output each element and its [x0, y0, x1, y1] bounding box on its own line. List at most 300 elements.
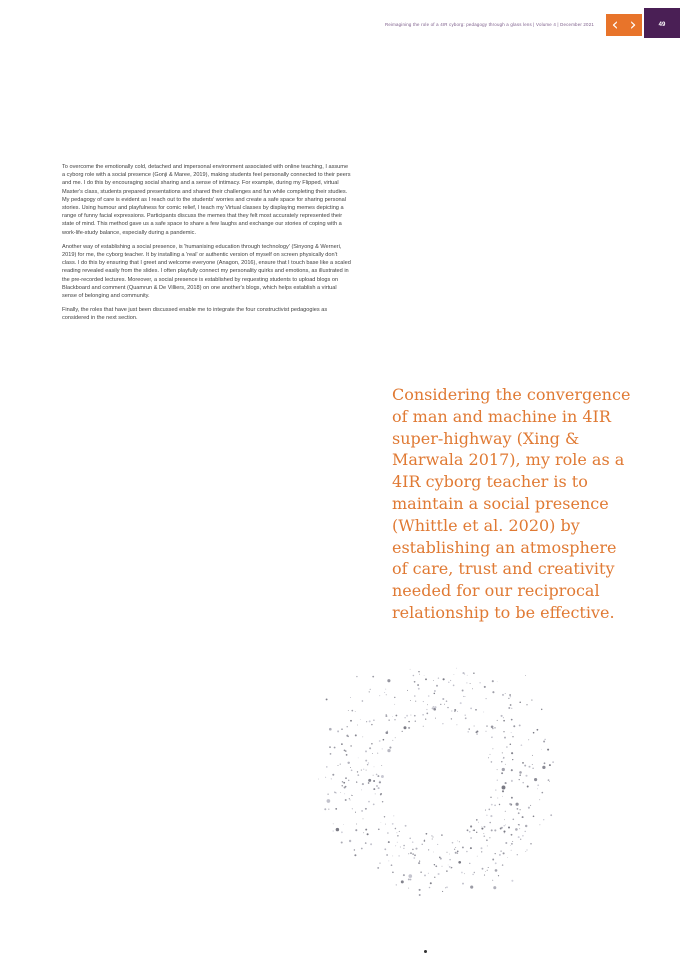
halo-dot [373, 719, 375, 721]
halo-dot [328, 809, 329, 810]
halo-dot [393, 815, 394, 816]
halo-dot [512, 736, 513, 737]
halo-dot [490, 797, 491, 798]
halo-dot [429, 887, 431, 889]
halo-dot [524, 765, 526, 767]
halo-dot [344, 750, 346, 752]
halo-dot [522, 816, 524, 818]
halo-dot [457, 851, 459, 853]
halo-dot [446, 700, 448, 702]
halo-dot [505, 811, 506, 812]
halo-dot [342, 785, 343, 786]
halo-dot [490, 815, 492, 817]
halo-dot [368, 779, 371, 782]
halo-dot [503, 852, 505, 854]
halo-dot [499, 804, 500, 805]
halo-dot [442, 698, 444, 700]
halo-dot [433, 837, 434, 838]
halo-dot [396, 832, 397, 833]
halo-dot [354, 849, 355, 850]
halo-dot [373, 775, 374, 776]
halo-dot [541, 749, 542, 750]
halo-dot [384, 816, 385, 817]
halo-dot [424, 675, 425, 676]
halo-dot [424, 874, 426, 876]
halo-dot [466, 682, 467, 683]
halo-dot [404, 726, 407, 729]
halo-dot [486, 815, 487, 816]
halo-dot [450, 680, 451, 681]
chevron-left-icon[interactable]: ‹ [611, 15, 619, 35]
halo-dot [399, 831, 400, 832]
halo-dot [502, 864, 503, 865]
halo-dot [350, 697, 351, 698]
halo-dot [387, 832, 389, 834]
halo-dot [350, 745, 351, 746]
halo-dot [481, 828, 483, 830]
halo-dot [518, 836, 520, 838]
halo-dot [519, 779, 520, 780]
halo-dot [481, 851, 482, 852]
halo-dot [326, 698, 328, 700]
halo-dot [335, 808, 337, 810]
halo-dot [333, 824, 334, 825]
halo-dot [440, 704, 441, 705]
halo-dot [445, 887, 446, 888]
halo-dot [402, 731, 403, 732]
halo-dot [363, 832, 364, 833]
halo-dot [526, 704, 527, 705]
halo-dot [473, 829, 475, 831]
halo-dot [511, 732, 512, 733]
halo-dot [382, 801, 383, 802]
halo-dot [460, 702, 462, 704]
halo-dot [422, 844, 423, 845]
halo-dot [372, 676, 374, 678]
halo-dot [369, 691, 370, 692]
halo-dot [356, 824, 357, 825]
halo-dot [470, 708, 472, 710]
halo-dot [495, 789, 496, 790]
halo-dot [361, 810, 363, 812]
halo-dot [414, 715, 416, 717]
decorative-dot [424, 950, 427, 953]
halo-dot [355, 734, 357, 736]
halo-dot [487, 845, 488, 846]
halo-dot [519, 774, 521, 776]
halo-dot [464, 873, 465, 874]
halo-dot [501, 715, 503, 717]
halo-dot [381, 765, 382, 766]
halo-dot [379, 862, 380, 863]
halo-dot [531, 700, 532, 701]
halo-dot [520, 839, 521, 840]
halo-dot [349, 798, 350, 799]
halo-dot [482, 868, 484, 870]
halo-dot [483, 712, 484, 713]
halo-dot [504, 819, 505, 820]
halo-dot [371, 724, 372, 725]
halo-dot [537, 729, 539, 731]
halo-dot [329, 746, 331, 748]
halo-dot [517, 808, 519, 810]
halo-dot [476, 832, 477, 833]
halo-dot [420, 871, 421, 872]
halo-dot [449, 859, 451, 861]
halo-dot [491, 761, 493, 763]
halo-dot [377, 753, 378, 754]
halo-dot [519, 724, 521, 726]
halo-dot [462, 690, 464, 692]
halo-dot [347, 762, 349, 764]
halo-dot [394, 704, 395, 705]
halo-dot [336, 828, 339, 831]
halo-dot [501, 772, 503, 774]
halo-dot [334, 792, 335, 793]
halo-dot [388, 860, 389, 861]
halo-dot [395, 828, 396, 829]
halo-dot [345, 777, 347, 779]
halo-dot [431, 835, 432, 836]
halo-dot [547, 749, 549, 751]
halo-dot [479, 682, 480, 683]
halo-dot [334, 747, 336, 749]
halo-dot [492, 859, 494, 861]
halo-dot [384, 692, 385, 693]
halo-dot [472, 688, 473, 689]
halo-dot [425, 678, 427, 680]
halo-dot [466, 851, 468, 853]
halo-dot [343, 782, 345, 784]
halo-dot [325, 777, 326, 778]
halo-dot [518, 824, 519, 825]
halo-dot [345, 786, 347, 788]
halo-dot [392, 855, 393, 856]
halo-dot [503, 717, 504, 718]
halo-dot [503, 720, 505, 722]
halo-dot [505, 764, 506, 765]
halo-dot [434, 877, 435, 878]
halo-dot [489, 837, 490, 838]
halo-dot [454, 709, 456, 711]
halo-dot [343, 824, 344, 825]
halo-dot [477, 856, 478, 857]
halo-dot [433, 852, 434, 853]
page-number-badge [644, 8, 680, 38]
halo-dot [550, 814, 552, 816]
halo-dot [327, 794, 328, 795]
halo-dot [469, 863, 470, 864]
halo-dot [407, 690, 408, 691]
halo-dot [532, 755, 533, 756]
halo-dot [384, 848, 386, 850]
halo-dot [476, 733, 477, 734]
halo-dot [476, 731, 478, 733]
halo-dot [447, 707, 448, 708]
halo-dot [382, 748, 383, 749]
halo-dot [397, 835, 399, 837]
body-text-column [62, 163, 351, 329]
halo-dot [484, 826, 486, 828]
halo-dot [517, 854, 518, 855]
halo-dot [461, 872, 463, 874]
halo-dot [403, 848, 404, 849]
halo-dot [365, 829, 367, 831]
halo-dot [488, 867, 489, 868]
halo-dot [380, 793, 382, 795]
halo-dot [415, 848, 417, 850]
halo-dot [350, 767, 351, 768]
halo-dot [533, 815, 535, 817]
halo-dot [333, 830, 334, 831]
halo-dot [365, 842, 367, 844]
running-header-title: Reimagining the role of a 4IR cyborg: pedagogy through a glass lens | Volume 4 | December 2021 [384, 22, 594, 27]
halo-dot [510, 845, 511, 846]
halo-dot [351, 795, 352, 796]
halo-dot [491, 725, 494, 728]
halo-dot [467, 731, 468, 732]
halo-dot [398, 855, 400, 857]
halo-dot [454, 849, 455, 850]
halo-dot [486, 731, 487, 732]
halo-dot [526, 849, 527, 850]
halo-dot [509, 694, 511, 696]
halo-dot [408, 853, 409, 854]
halo-dot [357, 771, 358, 772]
halo-dot [410, 852, 412, 854]
halo-dot [374, 766, 375, 767]
halo-dot [469, 831, 471, 833]
halo-dot [371, 743, 373, 745]
halo-dot [491, 829, 493, 831]
halo-dot [361, 770, 362, 771]
halo-dot [356, 781, 357, 782]
halo-dot [491, 804, 493, 806]
halo-dot [533, 732, 535, 734]
halo-dot [508, 698, 509, 699]
halo-dot [474, 726, 475, 727]
halo-dot [340, 792, 341, 793]
halo-dot [373, 788, 375, 790]
halo-dot [505, 824, 506, 825]
halo-dot [363, 769, 364, 770]
halo-dot [348, 780, 349, 781]
halo-dot [387, 749, 390, 752]
halo-dot [501, 761, 502, 762]
halo-dot [365, 808, 367, 810]
halo-dot [503, 830, 505, 832]
halo-dot [362, 737, 363, 738]
halo-dot [519, 828, 520, 829]
halo-dot [370, 689, 371, 690]
halo-dot [401, 880, 404, 883]
halo-dot [497, 720, 498, 721]
halo-dot [435, 718, 436, 719]
halo-dot [442, 891, 443, 892]
halo-dot [524, 831, 525, 832]
halo-dot [332, 774, 334, 776]
halo-dot [345, 799, 347, 801]
halo-dot [502, 786, 506, 790]
halo-dot [337, 765, 338, 766]
halo-dot [505, 693, 506, 694]
halo-dot [484, 686, 486, 688]
halo-dot [392, 740, 393, 741]
halo-dot [519, 771, 522, 774]
halo-dot [456, 724, 457, 725]
halo-dot [368, 782, 370, 784]
halo-dot [470, 837, 472, 839]
halo-dot [470, 683, 471, 684]
halo-dot [344, 793, 345, 794]
halo-dot [396, 715, 398, 717]
halo-dot [502, 790, 504, 792]
halo-dot [350, 720, 352, 722]
halo-dot [470, 886, 473, 889]
halo-dot [418, 688, 420, 690]
halo-dot [539, 799, 540, 800]
halo-dot [435, 865, 437, 867]
halo-dot [530, 805, 531, 806]
halo-dot [497, 681, 498, 682]
halo-dot [386, 694, 387, 695]
halo-dot [467, 829, 469, 831]
halo-dot [385, 715, 387, 717]
halo-dot [428, 849, 429, 850]
halo-dot [352, 808, 353, 809]
halo-dot [462, 883, 464, 885]
halo-dot [425, 719, 426, 720]
halo-dot [457, 711, 458, 712]
halo-dot [544, 762, 546, 764]
halo-dot [511, 880, 513, 882]
halo-dot [522, 782, 524, 784]
halo-dot [502, 796, 503, 797]
halo-dot [455, 847, 456, 848]
halo-dot [457, 840, 458, 841]
halo-dot [341, 841, 343, 843]
halo-dot [357, 725, 358, 726]
halo-dot [465, 717, 467, 719]
halo-dot [419, 860, 420, 861]
halo-dot [474, 872, 475, 873]
halo-dot [405, 825, 407, 827]
halo-dot [426, 709, 427, 710]
halo-dot [367, 833, 369, 835]
chevron-right-icon[interactable]: › [629, 15, 637, 35]
halo-dot [492, 737, 493, 738]
halo-dot [500, 850, 502, 852]
halo-dot [539, 824, 540, 825]
halo-dot [507, 857, 508, 858]
halo-dot [372, 753, 373, 754]
halo-dot [521, 744, 523, 746]
halo-dot [389, 720, 390, 721]
halo-dot [400, 846, 401, 847]
halo-dot [419, 889, 421, 891]
halo-dot [368, 801, 370, 803]
halo-dot [362, 783, 364, 785]
halo-dot [548, 779, 550, 781]
halo-dot [528, 807, 530, 809]
halo-dot [470, 825, 472, 827]
halo-dot [534, 778, 537, 781]
halo-dot [501, 827, 503, 829]
halo-dot [511, 708, 512, 709]
halo-dot [406, 715, 408, 717]
halo-dot [404, 717, 405, 718]
halo-dot [525, 675, 526, 676]
halo-dot [529, 766, 531, 768]
halo-dot [381, 822, 382, 823]
halo-dot [354, 854, 356, 856]
halo-dot [492, 748, 493, 749]
halo-dot [486, 839, 488, 841]
halo-dot [527, 786, 529, 788]
halo-dot [512, 759, 513, 760]
halo-dot [522, 835, 524, 837]
halo-dot [347, 726, 348, 727]
halo-dot [453, 685, 455, 687]
halo-dot [341, 743, 343, 745]
halo-dot [378, 787, 380, 789]
halo-dot [532, 764, 533, 765]
halo-dot [428, 695, 430, 697]
halo-dot [410, 879, 412, 881]
halo-dot [397, 842, 398, 843]
halo-dot [418, 862, 420, 864]
halo-dot [475, 709, 477, 711]
halo-dot [510, 696, 511, 697]
halo-dot [410, 700, 411, 701]
halo-dot [452, 842, 454, 844]
halo-dot [444, 704, 445, 705]
halo-dot [511, 797, 513, 799]
halo-dot [525, 775, 527, 777]
halo-dot [492, 728, 493, 729]
halo-dot [542, 766, 545, 769]
halo-dot [329, 728, 332, 731]
halo-dot [331, 778, 332, 779]
halo-dot [437, 844, 438, 845]
page-navigation [606, 14, 642, 36]
halo-dot [376, 774, 378, 776]
halo-dot [348, 710, 349, 711]
halo-dot [342, 781, 344, 783]
halo-dot [438, 677, 439, 678]
halo-dot [341, 728, 343, 730]
halo-dot [494, 727, 495, 728]
halo-dot [433, 706, 435, 708]
halo-dot [414, 854, 416, 856]
halo-dot [410, 669, 411, 670]
halo-dot [525, 825, 527, 827]
halo-dot [410, 715, 411, 716]
halo-dot [422, 714, 424, 716]
halo-dot [497, 797, 498, 798]
halo-dot [495, 862, 497, 864]
halo-dot [434, 706, 436, 708]
halo-dot [370, 843, 372, 845]
halo-dot [511, 769, 513, 771]
halo-dot [508, 827, 510, 829]
halo-dot [392, 871, 394, 873]
halo-dot [351, 710, 353, 712]
halo-dot [537, 784, 539, 786]
halo-dot [504, 737, 506, 739]
halo-dot [389, 747, 391, 749]
halo-dot [424, 840, 426, 842]
